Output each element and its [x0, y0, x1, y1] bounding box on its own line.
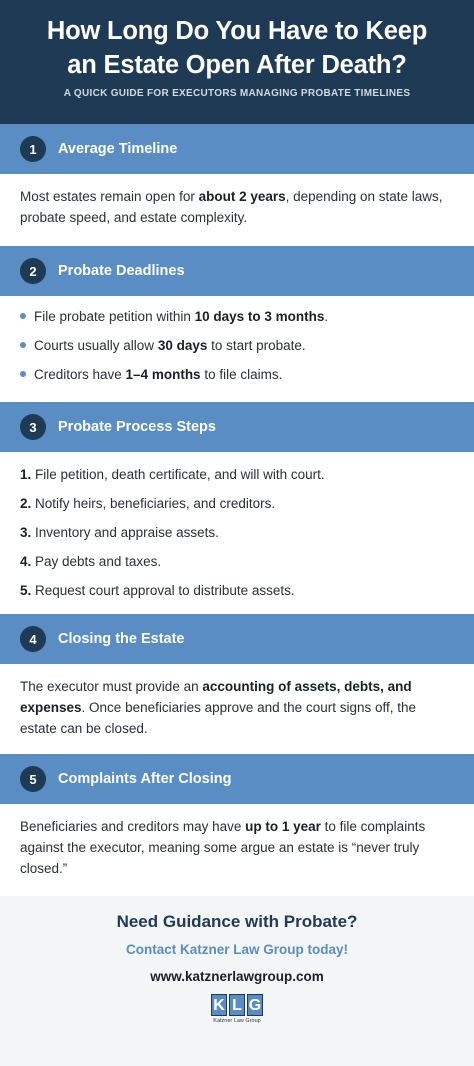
list-item: 3. Inventory and appraise assets. — [20, 525, 219, 540]
website-link[interactable]: www.katznerlawgroup.com — [150, 969, 324, 984]
list-item: 2. Notify heirs, beneficiaries, and creditors. — [20, 496, 276, 511]
section-2-title: Probate Deadlines — [58, 263, 185, 279]
header-banner — [0, 0, 474, 124]
title-line-2: an Estate Open After Death? — [67, 51, 407, 79]
list-item: File probate petition within 10 days to 3 months. — [20, 306, 454, 327]
section-4-title: Closing the Estate — [58, 631, 185, 647]
section-1-title: Average Timeline — [58, 141, 178, 157]
deadline-list — [20, 306, 454, 385]
section-5-text: Beneficiaries and creditors may have up to 1 year to file complaints against the executor, meaning some argue an estate is “never truly closed.” — [20, 819, 426, 876]
section-3-number-badge: 3 — [20, 414, 46, 440]
bullet-dot-icon — [20, 371, 26, 377]
section-2-number-badge: 2 — [20, 258, 46, 284]
logo-letter-g: G — [247, 994, 263, 1016]
logo-letter-l: L — [229, 994, 245, 1016]
section-3-title: Probate Process Steps — [58, 419, 216, 435]
section-3-header — [0, 402, 474, 452]
page-title — [0, 14, 474, 82]
title-line-1: How Long Do You Have to Keep — [46, 17, 428, 45]
section-4-body — [0, 664, 474, 754]
bullet-dot-icon — [20, 342, 26, 348]
section-1-header — [0, 124, 474, 174]
list-item: Courts usually allow 30 days to start probate. — [20, 335, 454, 356]
process-steps-list — [20, 464, 454, 601]
section-1-text: Most estates remain open for about 2 years, depending on state laws, probate speed, and estate complexity. — [20, 189, 443, 225]
section-2-header — [0, 246, 474, 296]
section-1-number-badge: 1 — [20, 136, 46, 162]
section-1-body — [0, 174, 474, 246]
list-item: 5. Request court approval to distribute assets. — [20, 583, 295, 598]
section-3-body — [0, 452, 474, 614]
section-5-body — [0, 804, 474, 896]
section-4-number-badge: 4 — [20, 626, 46, 652]
section-5-header — [0, 754, 474, 804]
section-5-title: Complaints After Closing — [58, 771, 232, 787]
section-2-body — [0, 296, 474, 402]
logo-letter-k: K — [211, 994, 227, 1016]
section-4-header — [0, 614, 474, 664]
section-4-text: The executor must provide an accounting of assets, debts, and expenses. Once beneficiaries approve and the court signs off, the estate can be closed. — [20, 679, 417, 736]
section-5-number-badge: 5 — [20, 766, 46, 792]
logo-company-name: Katzner Law Group — [213, 1018, 261, 1024]
footer — [0, 896, 474, 1024]
list-item: Creditors have 1–4 months to file claims. — [20, 364, 454, 385]
company-logo — [209, 994, 265, 1024]
list-item: 1. File petition, death certificate, and will with court. — [20, 467, 325, 482]
logo-letters — [209, 994, 265, 1016]
footer-cta-heading: Need Guidance with Probate? — [116, 912, 358, 931]
list-item: 4. Pay debts and taxes. — [20, 554, 162, 569]
bullet-dot-icon — [20, 313, 26, 319]
page-subtitle: A QUICK GUIDE FOR EXECUTORS MANAGING PROBATE TIMELINES — [63, 88, 411, 99]
footer-contact-link[interactable]: Contact Katzner Law Group today! — [125, 942, 348, 957]
